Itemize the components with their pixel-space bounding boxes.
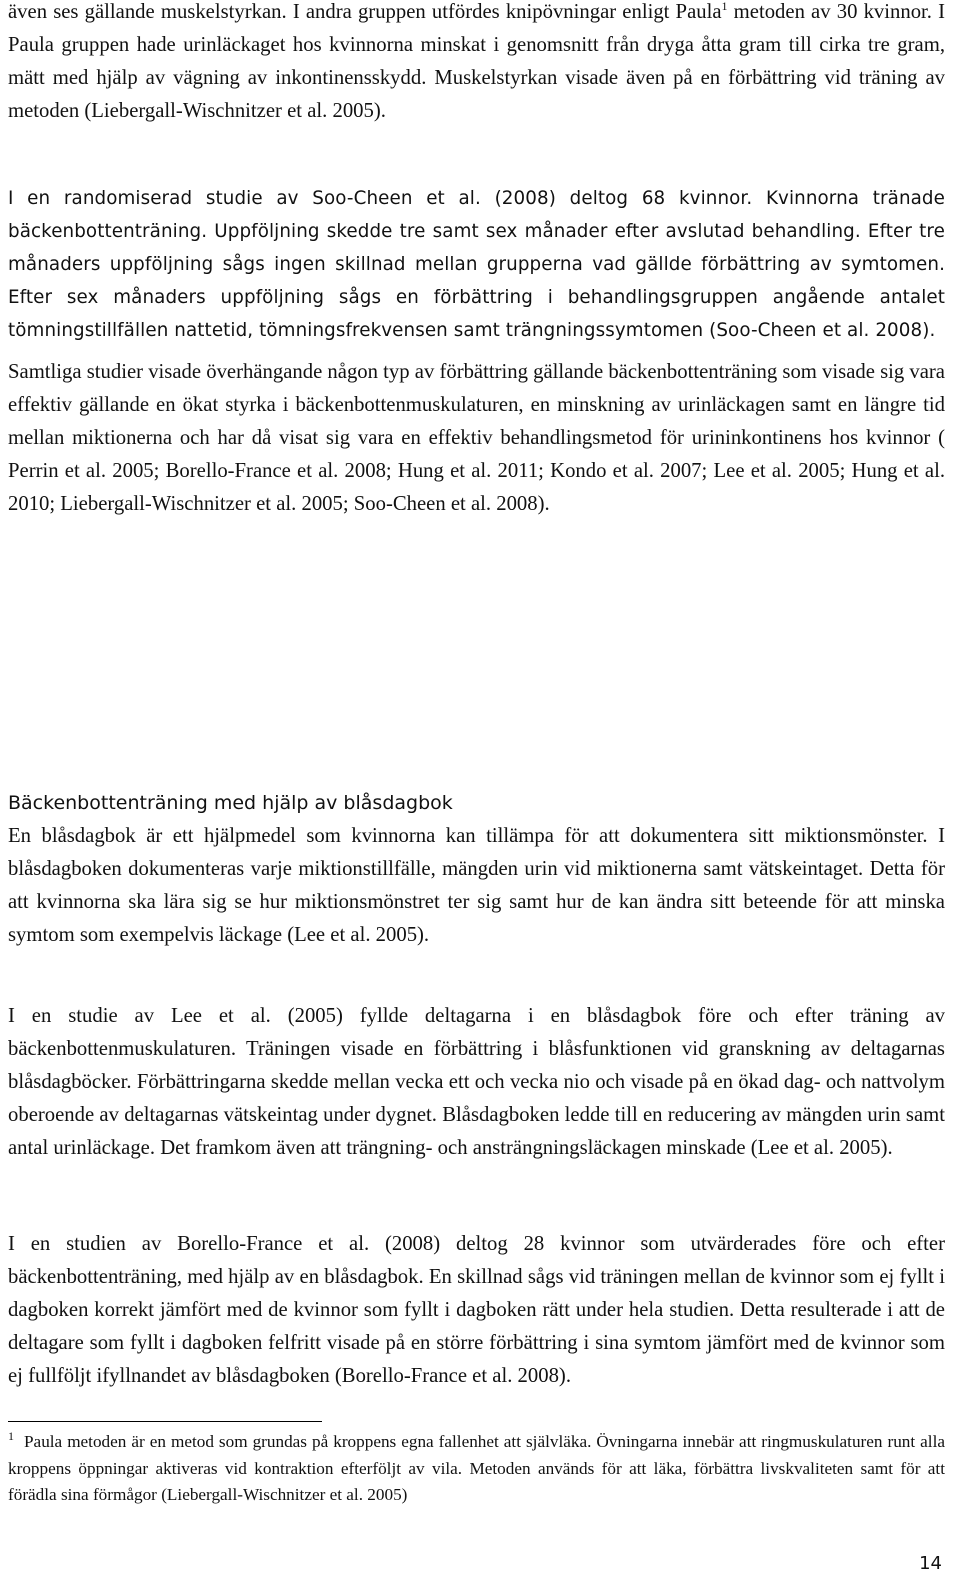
footnote-divider: [8, 1421, 322, 1422]
paragraph-soo-cheen-study: I en randomiserad studie av Soo-Cheen et al. (2008) deltog 68 kvinnor. Kvinnorna tränade bäckenbottenträning. Uppföljning skedde tre samt sex månader efter avslutad behandling. Efter tre månaders uppföljning sågs ingen skillnad mellan grupperna vad gällde förbättring av symtomen. Efter sex månaders uppföljning sågs en förbättring i behandlingsgruppen angående antalet tömningstillfällen nattetid, tömningsfrekvensen samt trängningssymtomen (Soo-Cheen et al. 2008).: [8, 188, 945, 341]
paragraph-bladder-diary: En blåsdagbok är ett hjälpmedel som kvinnorna kan tillämpa för att dokumentera sitt miktionsmönster. I blåsdagboken dokumenteras varje miktionstillfälle, mängden urin vid miktionerna samt vätskeintaget. Detta för att kvinnorna ska lära sig se hur miktionsmönstret ter sig samt hur de kan ändra sitt beteende för att minska symtom som exempelvis läckage (Lee et al. 2005).: [8, 825, 945, 946]
footnote-text: Paula metoden är en metod som grundas på kroppens egna fallenhet att självläka. Övningarna innebär att ringmuskulaturen runt alla kroppens öppningar aktiveras vid kontraktion efterföljt av vila. Metoden används för att läka, förbättra livskvaliteten samt för att förädla sina förmågor (Liebergall-Wischnitzer et al. 2005): [8, 1432, 945, 1504]
page-number: 14: [919, 1553, 942, 1574]
paragraph-paula-method: [8, 0, 945, 128]
footnote-reference: 1: [721, 0, 728, 14]
paragraph-summary: Samtliga studier visade överhängande någon typ av förbättring gällande bäckenbottenträning som visade sig vara effektiv gällande en ökat styrka i bäckenbottenmuskulaturen, en minskning av urinläckagen samt en längre tid mellan miktionerna och har då visat sig vara en effektiv behandlingsmetod för urininkontinens hos kvinnor ( Perrin et al. 2005; Borello-France et al. 2008; Hung et al. 2011; Kondo et al. 2007; Lee et al. 2005; Hung et al. 2010; Liebergall-Wischnitzer et al. 2005; Soo-Cheen et al. 2008).: [8, 361, 945, 515]
paragraph-lee-study: I en studie av Lee et al. (2005) fyllde deltagarna i en blåsdagbok före och efter träning av bäckenbottenmuskulaturen. Träningen visade en förbättring i blåsfunktionen vid granskning av deltagarnas blåsdagböcker. Förbättringarna skedde mellan vecka ett och vecka nio och visade på en ökad dag- och nattvolym oberoende av deltagarnas vätskeintag under dygnet. Blåsdagboken ledde till en reducering av mängden urin samt antal urinläckage. Det framkom även att trängning- och ansträngningsläckagen minskade (Lee et al. 2005).: [8, 1005, 945, 1159]
section-heading: Bäckenbottenträning med hjälp av blåsdagbok: [8, 792, 453, 814]
footnote: [8, 1429, 945, 1509]
footnote-number: 1: [8, 1429, 14, 1444]
paragraph-text: metoden av 30 kvinnor. I Paula gruppen hade urinläckaget hos kvinnorna minskat i genomsnitt från dryga åtta gram till cirka tre gram, mätt med hjälp av vägning av inkontinensskydd. Muskelstyrkan visade även på en förbättring vid träning av metoden (Liebergall-Wischnitzer et al. 2005).: [8, 1, 945, 122]
paragraph-borello-france-study: I en studien av Borello-France et al. (2008) deltog 28 kvinnor som utvärderades före och efter bäckenbottenträning, med hjälp av en blåsdagbok. En skillnad sågs vid träningen mellan de kvinnor som ej fyllt i dagboken korrekt jämfört med de kvinnor som fyllt i dagboken rätt under hela studien. Detta resulterade i att de deltagare som fyllt i dagboken felfritt visade på en större förbättring i sina symtom jämfört med de kvinnor som ej fullföljt ifyllnandet av blåsdagboken (Borello-France et al. 2008).: [8, 1233, 945, 1387]
paragraph-text: även ses gällande muskelstyrkan. I andra gruppen utfördes knipövningar enligt Paula: [8, 1, 722, 23]
